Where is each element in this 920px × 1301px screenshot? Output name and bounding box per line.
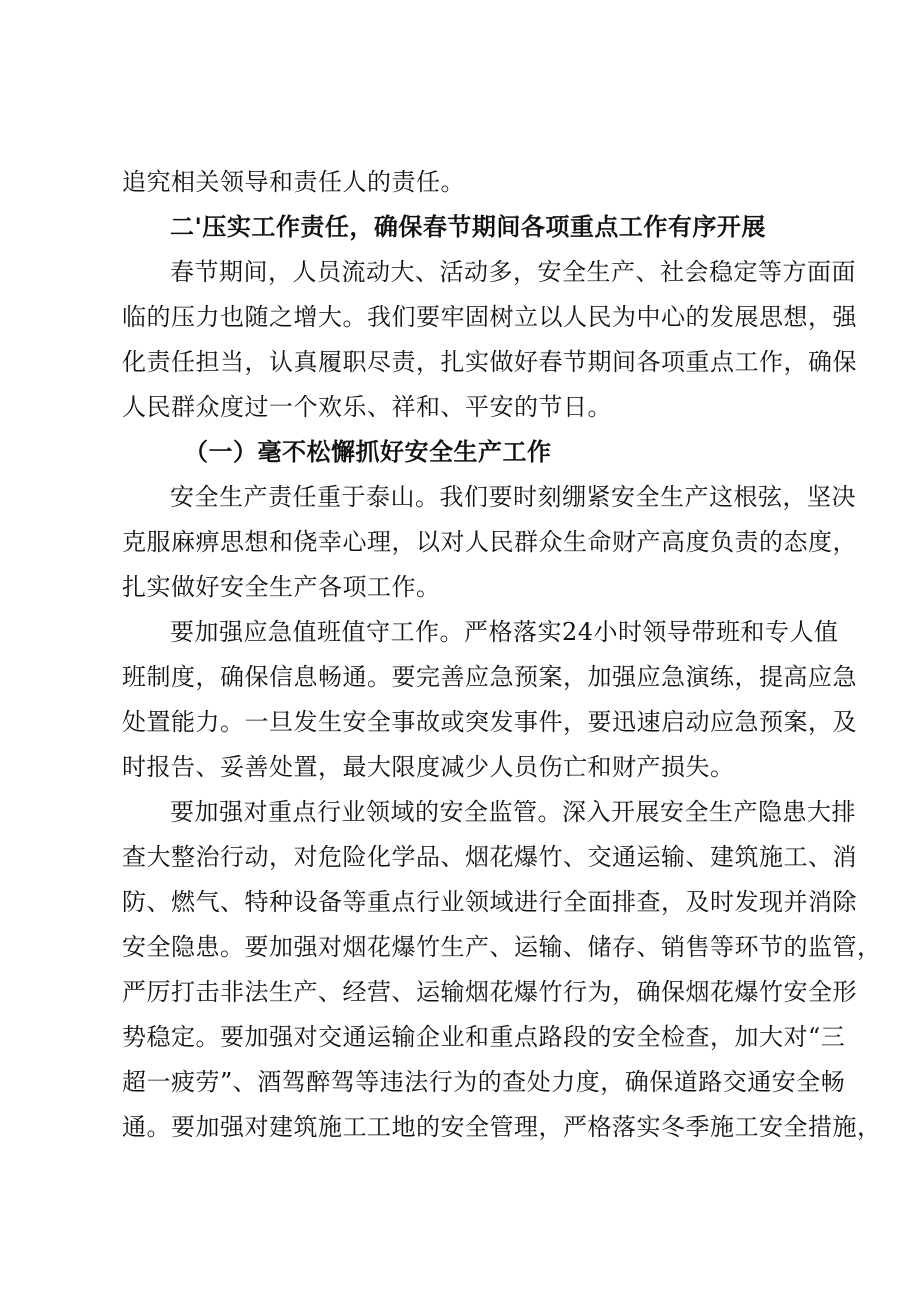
paragraph-line: 临的压力也随之增大。我们要牢固树立以人民为中心的发展思想，强 bbox=[122, 303, 857, 331]
paragraph-line: 化责任担当，认真履职尽责，扎实做好春节期间各项重点工作，确保 bbox=[122, 348, 857, 376]
paragraph-line: 安全生产责任重于泰山。我们要时刻绷紧安全生产这根弦，坚决 bbox=[170, 483, 856, 511]
paragraph-line: 安全隐患。要加强对烟花爆竹生产、运输、储存、销售等环节的监管， bbox=[122, 933, 882, 961]
paragraph-line: 班制度，确保信息畅通。要完善应急预案，加强应急演练，提高应急 bbox=[122, 663, 857, 691]
paragraph-line: 要加强对重点行业领域的安全监管。深入开展安全生产隐患大排 bbox=[170, 798, 856, 826]
paragraph-line: 严厉打击非法生产、经营、运输烟花爆竹行为，确保烟花爆竹安全形 bbox=[122, 978, 857, 1006]
paragraph-line: 追究相关领导和责任人的责任。 bbox=[122, 168, 465, 196]
paragraph-line: 势稳定。要加强对交通运输企业和重点路段的安全检查，加大对“三 bbox=[122, 1023, 846, 1051]
paragraph-line: 春节期间，人员流动大、活动多，安全生产、社会稳定等方面面 bbox=[170, 258, 856, 286]
paragraph-line: 要加强应急值班值守工作。严格落实24小时领导带班和专人值 bbox=[170, 618, 839, 646]
paragraph-line: 防、燃气、特种设备等重点行业领域进行全面排查，及时发现并消除 bbox=[122, 888, 857, 916]
section-heading: 二'压实工作责任，确保春节期间各项重点工作有序开展 bbox=[170, 213, 766, 241]
paragraph-line: 人民群众度过一个欢乐、祥和、平安的节日。 bbox=[122, 393, 612, 421]
paragraph-line: 时报告、妥善处置，最大限度减少人员伤亡和财产损失。 bbox=[122, 753, 735, 781]
paragraph-line: 处置能力。一旦发生安全事故或突发事件，要迅速启动应急预案，及 bbox=[122, 708, 857, 736]
paragraph-line: 通。要加强对建筑施工工地的安全管理，严格落实冬季施工安全措施， bbox=[122, 1113, 882, 1141]
paragraph-line: 克服麻痹思想和侥幸心理，以对人民群众生命财产高度负责的态度， bbox=[122, 528, 857, 556]
paragraph-line: 扎实做好安全生产各项工作。 bbox=[122, 573, 441, 601]
paragraph-line: 超一疲劳”、酒驾醉驾等违法行为的查处力度，确保道路交通安全畅 bbox=[122, 1068, 846, 1096]
subsection-heading: （一）毫不松懈抓好安全生产工作 bbox=[184, 438, 552, 466]
paragraph-line: 查大整治行动，对危险化学品、烟花爆竹、交通运输、建筑施工、消 bbox=[122, 843, 857, 871]
